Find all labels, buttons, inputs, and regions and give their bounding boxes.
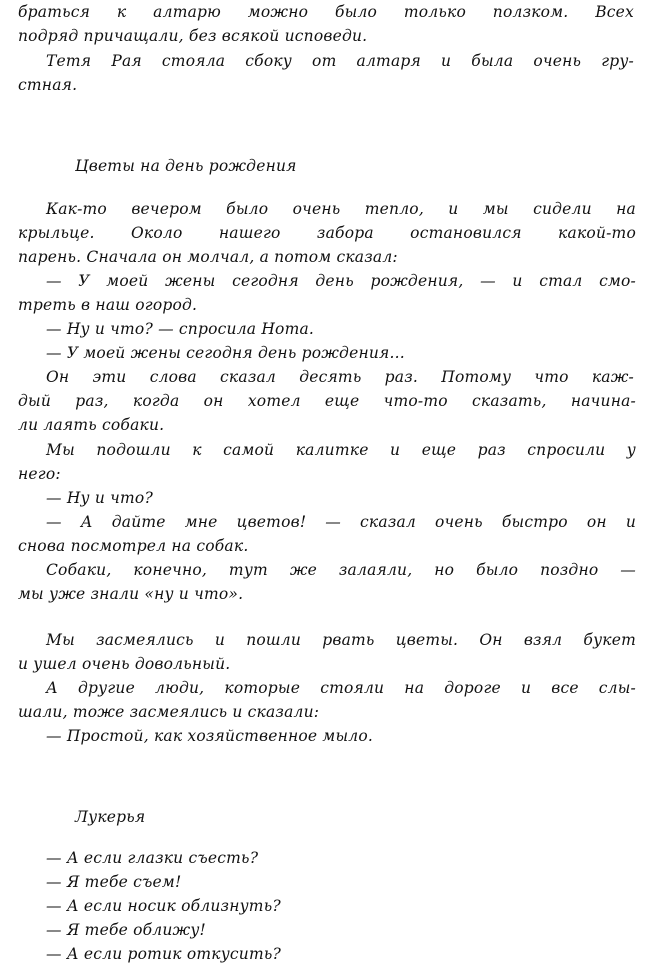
text-line: — А если глазки съесть? bbox=[46, 849, 259, 867]
text-line: — Ну и что? bbox=[46, 489, 153, 507]
text-line: — У моей жены сегодня день рождения... bbox=[46, 344, 405, 362]
text-line: Тетя Рая стояла сбоку от алтаря и была очень гру- bbox=[46, 52, 634, 70]
text-line: мы уже знали «ну и что». bbox=[18, 585, 244, 603]
text-line: шали, тоже засмеялись и сказали: bbox=[18, 703, 320, 721]
text-line: — А если ротик откусить? bbox=[46, 945, 282, 963]
text-line: парень. Сначала он молчал, а потом сказал: bbox=[18, 248, 398, 266]
text-line: и ушел очень довольный. bbox=[18, 655, 231, 673]
text-line: ли лаять собаки. bbox=[18, 416, 165, 434]
text-line: Как-то вечером было очень тепло, и мы сидели на bbox=[46, 200, 636, 218]
text-line: браться к алтарю можно было только ползком. Всех bbox=[18, 3, 634, 21]
text-line: крыльце. Около нашего забора остановился какой-то bbox=[18, 224, 636, 242]
text-line: дый раз, когда он хотел еще что-то сказать, начина- bbox=[18, 392, 636, 410]
text-line: Мы подошли к самой калитке и еще раз спросили у bbox=[46, 441, 636, 459]
text-line: — А дайте мне цветов! — сказал очень быстро он и bbox=[46, 513, 636, 531]
text-line: Он эти слова сказал десять раз. Потому что каж- bbox=[46, 368, 634, 386]
text-line: — Я тебе съем! bbox=[46, 873, 182, 891]
text-line: Собаки, конечно, тут же залаяли, но было поздно — bbox=[46, 561, 636, 579]
text-line: — Простой, как хозяйственное мыло. bbox=[46, 727, 374, 745]
text-line: Мы засмеялись и пошли рвать цветы. Он взял букет bbox=[46, 631, 636, 649]
chapter-title: Лукерья bbox=[75, 808, 146, 826]
text-line: — Ну и что? — спросила Нота. bbox=[46, 320, 315, 338]
text-line: А другие люди, которые стояли на дороге и все слы- bbox=[46, 679, 636, 697]
text-line: треть в наш огород. bbox=[18, 296, 198, 314]
text-line: него: bbox=[18, 465, 61, 483]
text-line: — Я тебе оближу! bbox=[46, 921, 206, 939]
chapter-title: Цветы на день рождения bbox=[75, 157, 297, 175]
text-line: снова посмотрел на собак. bbox=[18, 537, 249, 555]
text-line: — У моей жены сегодня день рождения, — и стал смо- bbox=[46, 272, 636, 290]
text-line: стная. bbox=[18, 76, 78, 94]
text-line: — А если носик облизнуть? bbox=[46, 897, 281, 915]
text-line: подряд причащали, без всякой исповеди. bbox=[18, 27, 368, 45]
